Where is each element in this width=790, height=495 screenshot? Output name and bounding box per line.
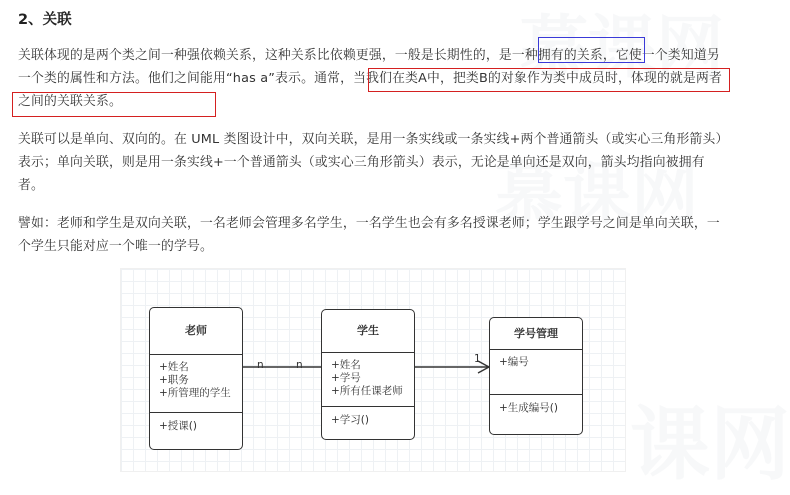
- class-name: 学号管理: [490, 318, 582, 350]
- class-attributes: [322, 353, 414, 407]
- class-student: [321, 309, 415, 440]
- paragraph-example: 譬如：老师和学生是双向关联，一名老师会管理多名学生，一名学生也会有多名授课老师；学生跟学号之间是单向关联，一个学生只能对应一个唯一的学号。: [18, 216, 720, 254]
- multiplicity-label: n: [296, 359, 303, 371]
- class-attributes: [490, 350, 582, 395]
- class-attributes: [150, 355, 242, 413]
- attribute: +所管理的学生: [159, 387, 231, 399]
- operation: +生成编号(): [499, 402, 558, 414]
- operation: +学习(): [331, 414, 369, 426]
- watermark: 慕课网: [520, 9, 725, 88]
- class-operations: [150, 413, 242, 433]
- attribute: +学号: [331, 372, 361, 384]
- multiplicity-label: 1: [474, 353, 481, 365]
- uml-class-diagram: [120, 268, 626, 472]
- attribute: +姓名: [159, 361, 189, 373]
- watermark: 课网: [630, 398, 790, 491]
- multiplicity-label: n: [257, 359, 264, 371]
- section-heading: 2、关联: [18, 12, 72, 28]
- class-studentid: [489, 317, 583, 435]
- class-name: 学生: [322, 310, 414, 353]
- class-name: 老师: [150, 308, 242, 355]
- paragraph-notation: 关联可以是单向、双向的。在 UML 类图设计中，双向关联，是用一条实线或一条实线+两个普通箭头（或实心三角形箭头）表示；单向关联，则是用一条实线+一个普通箭头（或实心三角形箭头）表示，无论是单向还是双向，箭头均指向被拥有者。: [18, 132, 729, 193]
- attribute: +职务: [159, 374, 189, 386]
- attribute: +编号: [499, 356, 529, 368]
- paragraph-definition: 关联体现的是两个类之间一种强依赖关系，这种关系比依赖更强，一般是长期性的，是一种拥有的关系，它使一个类知道另一个类的属性和方法。他们之间能用“has a”表示。通常，当我们在类A中，把类B的对象作为类中成员时，体现的就是两者之间的关联关系。: [18, 48, 722, 109]
- attribute: +姓名: [331, 359, 361, 371]
- watermark: 慕课网: [495, 155, 700, 234]
- class-operations: [322, 407, 414, 427]
- attribute: +所有任课老师: [331, 385, 403, 397]
- operation: +授课(): [159, 420, 197, 432]
- class-teacher: [149, 307, 243, 450]
- class-operations: [490, 395, 582, 415]
